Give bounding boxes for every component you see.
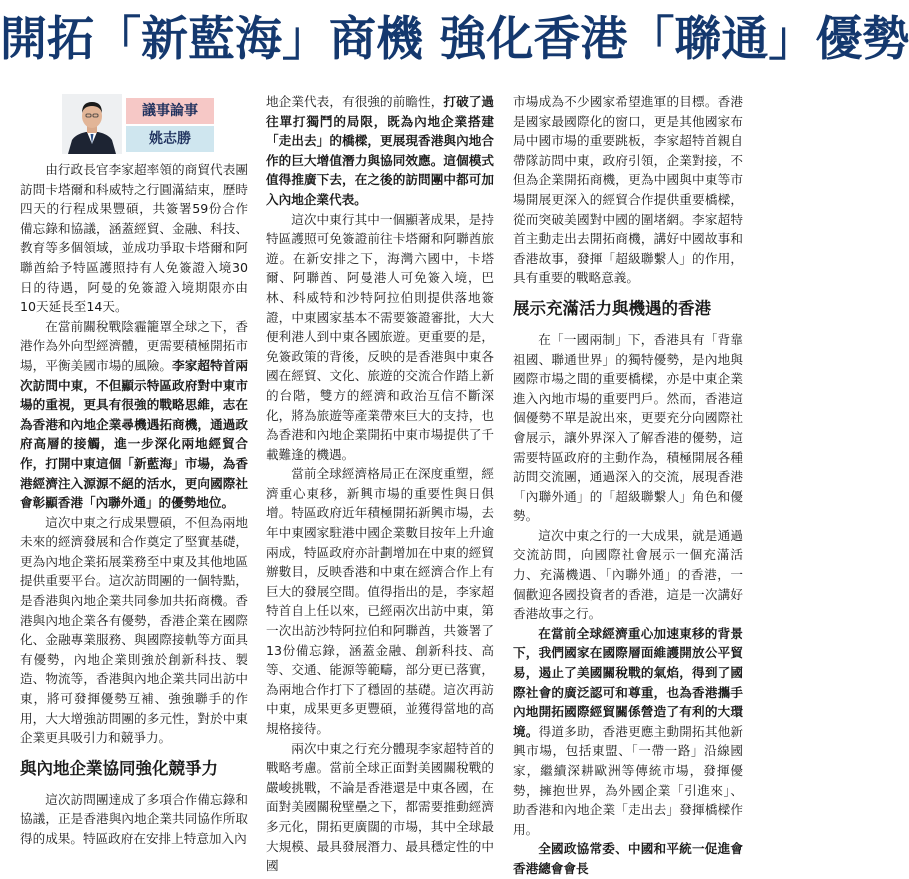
- paragraph-bold: 在當前全球經濟重心加速東移的背景下，我們國家在國際層面維護開放公平貿易，遏止了美國關稅戰的氣焰，得到了國際社會的廣泛認可和尊重，也為香港攜手內地開拓國際經貿關係營造了有利的大環境。: [513, 625, 743, 739]
- headline: 開拓「新藍海」商機 強化香港「聯通」優勢: [0, 12, 909, 67]
- article-column-3: [513, 92, 744, 876]
- section-heading: 與內地企業協同強化競爭力: [20, 758, 218, 778]
- paragraph: 兩次中東之行充分體現李家超特首的戰略考慮。當前全球正面對美國關稅戰的嚴峻挑戰，不論是香港還是中東各國，在面對美國關稅壁壘之下，都需要推動經濟多元化，開拓更廣闊的市場，其中全球最大規模、最具發展潛力、最具穩定性的中國: [266, 740, 494, 874]
- paragraph: 這次中東之行成果豐碩，不但為兩地未來的經濟發展和合作奠定了堅實基礎，更為內地企業拓展業務至中東及其他地區提供重要平台。這次訪問團的一個特點，是香港與內地企業共同參加共拓商機。香港與內地企業各有優勢，香港企業在國際化、金融專業服務、與國際接軌等方面具有優勢，內地企業則強於創新科技、製造、物流等，香港與內地企業共同出訪中東，將可發揮優勢互補、強強聯手的作用，大大增強訪問團的多元性，對於中東企業更具吸引力和競爭力。: [20, 514, 248, 746]
- paragraph-text: 在當前關稅戰陰霾籠罩全球之下，香港作為外向型經濟體，更需要積極開拓市場，平衡美國市場的風險。: [20, 318, 248, 373]
- paragraph: [20, 317, 248, 513]
- author-portrait: [62, 94, 122, 154]
- article-column-1: [20, 160, 249, 846]
- paragraph-text: 得道多助，香港更應主動開拓其他新興市場，包括東盟、「一帶一路」沿線國家，繼續深耕歐洲等傳統市場，發揮優勢，擁抱世界，為外國企業「引進來」、助香港和內地企業「走出去」發揮橋樑作用。: [513, 723, 744, 837]
- paragraph: 這次中東行其中一個顯著成果，是持特區護照可免簽證前往卡塔爾和阿聯酋旅遊。在新安排之下，海灣六國中，卡塔爾、阿聯酋、阿曼港人可免簽入境，巴林、科威特和沙特阿拉伯則提供落地簽證，中東國家基本不需要簽證審批，大大便利港人到中東各國旅遊。更重要的是，免簽政策的背後，反映的是香港與中東各國在經貿、文化、旅遊的交流合作踏上新的台階，雙方的經濟和政治互信不斷深化，將為旅遊等產業帶來巨大的支持，也為香港和內地企業開拓中東市場提供了千載難逢的機遇。: [266, 211, 494, 462]
- paragraph-bold: 打破了過往單打獨鬥的局限，既為內地企業搭建「走出去」的橋樑，更展現香港與內地合作的巨大增值潛力與協同效應。這個模式值得推廣下去，在之後的訪問團中都可加入內地企業代表。: [266, 94, 495, 207]
- author-box: [62, 94, 214, 154]
- paragraph-bold: 李家超特首兩次訪問中東，不但顯示特區政府對中東市場的重視，更具有很強的戰略思維，志在為香港和內地企業尋機遇拓商機，通過政府高層的接觸，進一步深化兩地經貿合作，打開中東這個「新藍海」市場，為香港經濟注入源源不絕的活水，更向國際社會彰顯香港「內聯外通」的優勢地位。: [20, 357, 249, 511]
- paragraph: [266, 92, 494, 210]
- author-name: 姚志勝: [126, 126, 214, 152]
- paragraph: 市場成為不少國家希望進軍的目標。香港是國家最國際化的窗口，更是其他國家布局中國市場的重要跳板，李家超特首親自帶隊訪問中東，政府引領，企業對接，不但為企業開拓商機，更為中國與中東等市場開展更深入的經貿合作提供重要橋樑，從而突破美國對中國的圍堵網。李家超特首主動走出去開拓商機，講好中國故事和香港故事，發揮「超級聯繫人」的作用，具有重要的戰略意義。: [513, 94, 743, 286]
- column-tag: 議事論事: [126, 98, 214, 124]
- paragraph: 在「一國兩制」下，香港具有「背靠祖國、聯通世界」的獨特優勢，是內地與國際市場之間的重要橋樑，亦是中東企業進入內地市場的重要門戶。然而，香港這個優勢不單是說出來，更要充分向國際社會展示，讓外界深入了解香港的優勢，這需要特區政府的主動作為，積極開展各種訪問交流團，通過深入的交流，展現香港「內聯外通」的「超級聯繫人」角色和優勢。: [513, 331, 743, 524]
- paragraph: [513, 624, 743, 840]
- author-photo: [62, 94, 122, 154]
- section-heading: 展示充滿活力與機遇的香港: [513, 298, 711, 318]
- author-signature: 全國政協常委、中國和平統一促進會香港總會會長: [513, 841, 743, 876]
- paragraph: 由行政長官李家超率領的商貿代表團訪問卡塔爾和科威特之行圓滿結束，歷時四天的行程成果豐碩，共簽署59份合作備忘錄和協議，涵蓋經貿、金融、科技、教育等多個領域，並成功爭取卡塔爾和阿聯酋給予特區護照持有人免簽證入境30日的待遇，阿曼的免簽證入境期限亦由10天延長至14天。: [20, 162, 248, 315]
- paragraph: 當前全球經濟格局正在深度重塑，經濟重心東移，新興市場的重要性與日俱增。特區政府近年積極開拓新興市場，去年中東國家駐港中國企業數目按年上升逾兩成，特區政府亦計劃增加在中東的經貿辦數目，反映香港和中東在經濟合作上有巨大的發展空間。值得指出的是，李家超特首自上任以來，已經兩次出訪中東，第一次出訪沙特阿拉伯和阿聯酋，共簽署了13份備忘錄，涵蓋金融、創新科技、高等、交通、能源等範疇，部分更已落實，為兩地合作打下了穩固的基礎。這次再訪中東，成果更多更豐碩，並獲得當地的高規格接待。: [266, 466, 494, 736]
- paragraph: 這次訪問團達成了多項合作備忘錄和協議，正是香港與內地企業共同協作所取得的成果。特區政府在安排上特意加入內: [20, 791, 248, 846]
- article-column-2: [266, 92, 495, 874]
- paragraph-text: 地企業代表，有很強的前瞻性，: [266, 94, 444, 109]
- paragraph: 這次中東之行的一大成果，就是通過交流訪問，向國際社會展示一個充滿活力、充滿機遇、「內聯外通」的香港，一個歡迎各國投資者的香港，這是一次講好香港故事之行。: [513, 527, 743, 622]
